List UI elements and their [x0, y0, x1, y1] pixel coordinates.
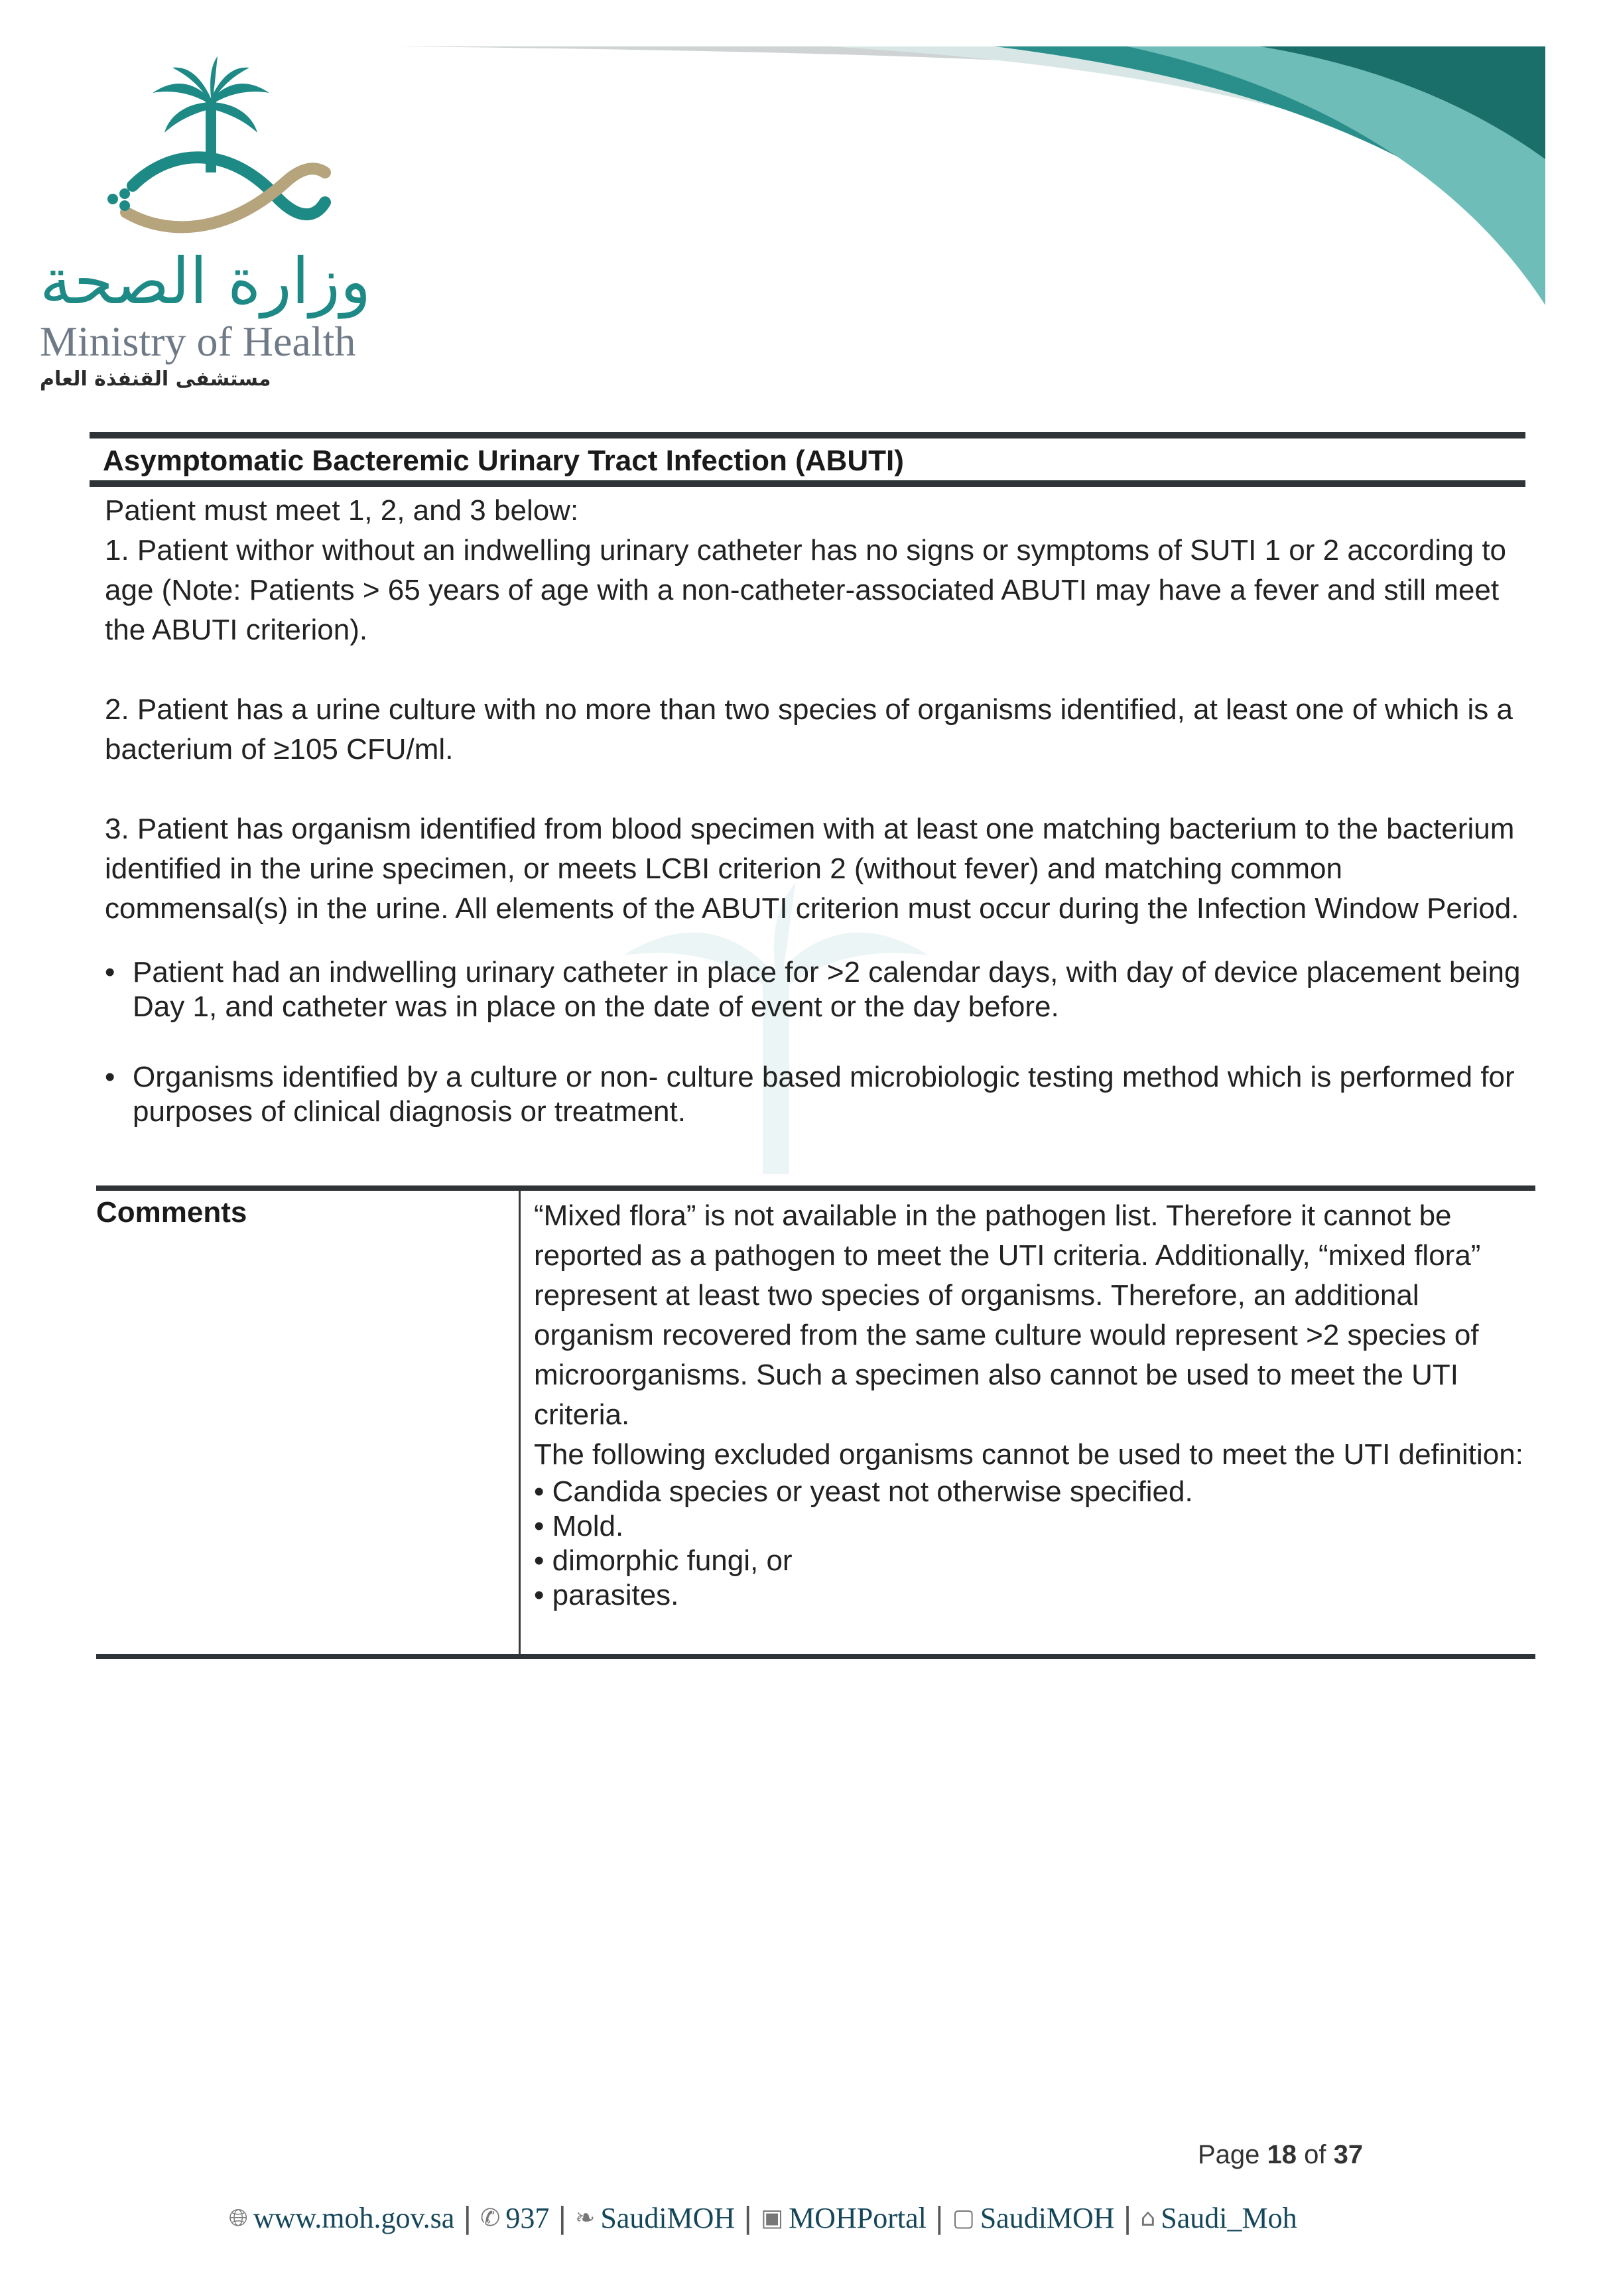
- excluded-item: • Candida species or yeast not otherwise specified.: [534, 1475, 1193, 1508]
- criterion-3: 3. Patient has organism identified from blood specimen with at least one matching bacterium to the bacterium identified in the urine specimen, or meets LCBI criterion 2 (without fever) and matching common commensal(s) in the urine. All elements of the ABUTI criterion must occur during the Infection Window Period.: [105, 813, 1519, 925]
- excluded-item: • dimorphic fungi, or: [534, 1544, 793, 1577]
- criteria-intro: Patient must meet 1, 2, and 3 below:: [105, 494, 579, 527]
- hospital-name: مستشفى القنفذة العام: [40, 368, 271, 391]
- comments-text: [534, 1196, 1529, 1613]
- section-top-rule: [90, 432, 1525, 439]
- twitter-bird-icon: ❧: [575, 2204, 596, 2232]
- comments-table: [96, 1191, 1535, 1655]
- footer-twitter[interactable]: ❧ SaudiMOH: [575, 2202, 736, 2234]
- footer-website[interactable]: 🌐︎ www.moh.gov.sa: [229, 2202, 455, 2234]
- footer-phone[interactable]: ✆ 937: [480, 2202, 550, 2234]
- criterion-2: 2. Patient has a urine culture with no more than two species of organisms identified, at least one of which is a bacterium of ≥105 CFU/ml.: [105, 693, 1513, 766]
- logo-arabic-name: وزارة الصحة: [40, 244, 371, 318]
- comments-bottom-rule: [96, 1654, 1535, 1659]
- footer-snapchat[interactable]: ⌂ Saudi_Moh: [1140, 2202, 1297, 2234]
- section-title: Asymptomatic Bacteremic Urinary Tract Infection (ABUTI): [103, 444, 904, 477]
- ministry-logo: [40, 53, 398, 391]
- bullet-item: [105, 1060, 1531, 1129]
- globe-icon: 🌐︎: [229, 2204, 248, 2232]
- page-number: Page 18 of 37: [1198, 2140, 1364, 2169]
- bullet-text: Patient had an indwelling urinary catheter in place for >2 calendar days, with day of device placement being Day 1, and catheter was in place on the date of event or the day before.: [133, 956, 1521, 1023]
- comments-paragraph-2: The following excluded organisms cannot be used to meet the UTI definition:: [534, 1438, 1523, 1471]
- bullet-dot-icon: •: [105, 956, 115, 988]
- logo-english-name: Ministry of Health: [40, 318, 356, 365]
- section-title-rule: [90, 480, 1525, 487]
- youtube-icon: ▣: [761, 2204, 784, 2232]
- bullet-item: [105, 955, 1531, 1024]
- excluded-item: • Mold.: [534, 1510, 624, 1542]
- header-wave-decoration: [398, 40, 1545, 318]
- footer-youtube[interactable]: ▣ MOHPortal: [761, 2202, 927, 2234]
- bullet-dot-icon: •: [105, 1061, 115, 1093]
- footer-contacts: 🌐︎ www.moh.gov.sa | ✆ 937 | ❧ SaudiMOH | ▣ MOHPortal | ▢ SaudiMOH | ⌂ Saudi_Moh: [229, 2201, 1297, 2235]
- snapchat-ghost-icon: ⌂: [1140, 2204, 1156, 2232]
- comments-top-rule: [96, 1185, 1535, 1191]
- palm-swords-emblem-icon: [86, 53, 338, 252]
- criterion-1: 1. Patient withor without an indwelling urinary catheter has no signs or symptoms of SUTI 1 or 2 according to age (Note: Patients > 65 years of age with a non-catheter-associated ABUTI may have a fever and still meet the ABUTI criterion).: [105, 534, 1507, 646]
- comments-label: Comments: [96, 1196, 247, 1229]
- comments-paragraph-1: “Mixed flora” is not available in the pathogen list. Therefore it cannot be reported as a pathogen to meet the UTI criteria. Additionally, “mixed flora” represent at least two species of organisms. Therefore, an additional organism recovered from the same culture would represent >2 species of microorganisms. Such a specimen also cannot be used to meet the UTI criteria.: [534, 1199, 1481, 1431]
- phone-icon: ✆: [480, 2204, 501, 2232]
- footer-facebook[interactable]: ▢ SaudiMOH: [952, 2202, 1115, 2234]
- facebook-icon: ▢: [952, 2204, 975, 2232]
- table-divider: [519, 1191, 521, 1655]
- excluded-item: • parasites.: [534, 1579, 679, 1611]
- criteria-body: [105, 491, 1531, 1129]
- bullet-text: Organisms identified by a culture or non- culture based microbiologic testing method which is performed for purposes of clinical diagnosis or treatment.: [133, 1061, 1515, 1128]
